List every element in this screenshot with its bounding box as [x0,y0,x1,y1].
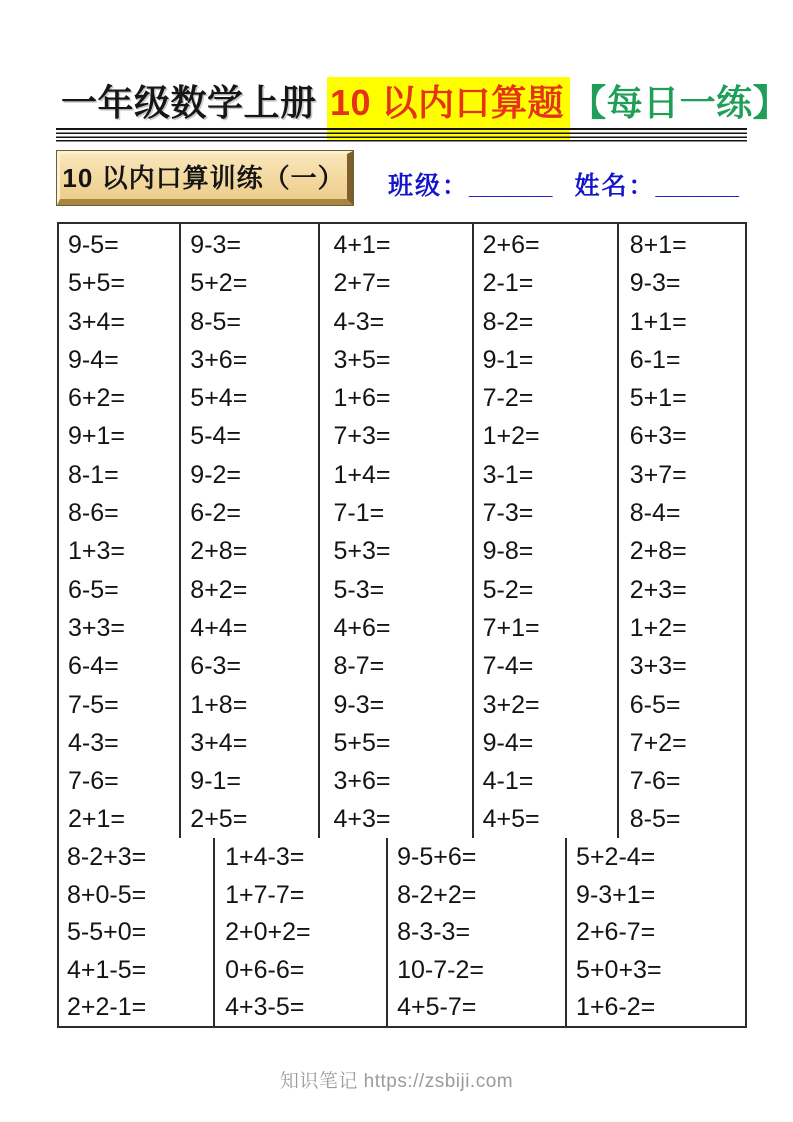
problem-column-1 [59,224,179,838]
problem-item: 9-8= [482,537,534,566]
problem-item: 1+8= [190,690,248,719]
problem-column-9 [565,838,745,1026]
problem-item: 3+5= [333,345,391,374]
problem-column-7 [213,838,386,1026]
problem-item: 6-2= [190,499,242,528]
title-grade-segment: 一年级数学上册 [61,82,328,123]
problem-item: 6-4= [68,652,119,681]
name-blank-field: ______ [655,172,739,200]
problem-item: 6+2= [68,384,126,413]
problem-item: 9-3= [190,231,242,259]
problem-item: 9-1= [482,345,534,374]
problem-item: 8-2= [482,307,534,336]
problem-item: 3+3= [629,652,687,681]
problem-item: 8+1= [629,231,687,259]
problem-item: 7-3= [482,499,534,528]
problem-column-2 [179,224,318,838]
problem-item: 9-2= [190,460,242,489]
problem-item: 8-5= [190,307,242,336]
student-info-line [388,166,739,202]
problem-item: 9-4= [482,728,534,757]
problem-item: 8-7= [333,652,385,681]
problem-item: 0+6-6= [225,955,305,984]
problem-item: 5+1= [629,384,687,413]
problem-item: 7-2= [482,384,534,413]
problem-item: 9-5= [68,231,119,259]
problem-item: 8-6= [68,499,119,528]
problem-item: 5+4= [190,384,248,413]
problem-item: 7-1= [333,499,385,528]
problem-item: 6+3= [629,422,687,451]
problem-item: 8-3-3= [397,918,471,947]
name-label: 姓名： [574,172,656,200]
problem-item: 1+6= [333,384,391,413]
problem-item: 2+6= [482,231,540,259]
problem-item: 1+3= [68,537,126,566]
problem-item: 3+2= [482,690,540,719]
problem-item: 9-3= [629,269,681,298]
problem-column-4 [472,224,617,838]
problem-item: 3+6= [190,345,248,374]
problem-item: 2+0+2= [225,918,311,947]
problem-item: 5+5= [68,269,126,298]
problem-item: 2+7= [333,269,391,298]
problem-item: 5-2= [482,575,534,604]
problem-item: 2+8= [190,537,248,566]
problem-item: 5+3= [333,537,391,566]
problem-item: 5-3= [333,575,385,604]
problem-item: 4+5-7= [397,993,477,1022]
problem-item: 4+3-5= [225,993,305,1022]
problem-item: 7-4= [482,652,534,681]
problem-item: 1+2= [482,422,540,451]
page-title [61,77,789,126]
problem-item: 10-7-2= [397,955,484,984]
problem-item: 9-3+1= [576,880,656,909]
problem-item: 6-3= [190,652,242,681]
problem-item: 7-5= [68,690,119,719]
problems-grid [57,222,747,1028]
problem-item: 7-6= [68,767,119,796]
problem-item: 5+2-4= [576,843,656,871]
problem-item: 5-4= [190,422,242,451]
problem-item: 8-5= [629,805,681,834]
problem-item: 9-4= [68,345,119,374]
problem-item: 3+7= [629,460,687,489]
problem-item: 5-5+0= [67,918,147,947]
problem-item: 2+5= [190,805,248,834]
class-label: 班级： [388,172,470,200]
problem-item: 2-1= [482,269,534,298]
title-bracket-segment: 【每日一练】 [570,82,790,123]
problem-item: 1+7-7= [225,880,305,909]
problem-item: 1+4= [333,460,391,489]
problem-item: 4-1= [482,767,534,796]
problem-item: 4+4= [190,613,248,642]
title-highlight-segment: 10 以内口算题 [327,77,570,140]
problem-item: 8+2= [190,575,248,604]
problem-item: 4+3= [333,805,391,834]
problem-item: 6-5= [629,690,681,719]
problem-item: 2+1= [68,805,126,834]
section-title: 10 以内口算训练（一） [62,163,345,193]
title-divider-rule [56,128,747,142]
problem-item: 5+5= [333,728,391,757]
problem-column-8 [386,838,565,1026]
problem-item: 7-6= [629,767,681,796]
problem-column-5 [617,224,745,838]
problem-item: 7+1= [482,613,540,642]
three-term-problems-section [59,838,745,1026]
problem-item: 4+5= [482,805,540,834]
problem-item: 1+2= [629,613,687,642]
site-watermark: 知识笔记 https://zsbiji.com [279,1071,514,1092]
problem-item: 3+4= [68,307,126,336]
problem-column-3 [318,224,471,838]
problem-item: 8-4= [629,499,681,528]
problem-item: 8+0-5= [67,880,147,909]
problem-item: 7+3= [333,422,391,451]
problem-column-6 [59,838,213,1026]
problem-item: 3+4= [190,728,248,757]
problem-item: 9-3= [333,690,385,719]
problem-item: 2+3= [629,575,687,604]
problem-item: 6-1= [629,345,681,374]
problem-item: 2+2-1= [67,993,147,1022]
problem-item: 4+6= [333,613,391,642]
problem-item: 4-3= [68,728,119,757]
class-blank-field: ______ [469,172,553,200]
problem-item: 3+3= [68,613,126,642]
problem-item: 5+0+3= [576,955,662,984]
problem-item: 8-2+3= [67,843,147,871]
section-title-box [57,151,353,205]
problem-item: 1+4-3= [225,843,305,871]
problem-item: 3+6= [333,767,391,796]
two-term-problems-section [59,224,745,838]
problem-item: 6-5= [68,575,119,604]
problem-item: 2+8= [629,537,687,566]
problem-item: 2+6-7= [576,918,656,947]
problem-item: 3-1= [482,460,534,489]
problem-item: 4+1-5= [67,955,147,984]
problem-item: 4-3= [333,307,385,336]
problem-item: 9+1= [68,422,126,451]
problem-item: 9-5+6= [397,843,477,871]
problem-item: 8-2+2= [397,880,477,909]
problem-item: 5+2= [190,269,248,298]
problem-item: 4+1= [333,231,391,259]
problem-item: 8-1= [68,460,119,489]
problem-item: 1+1= [629,307,687,336]
problem-item: 9-1= [190,767,242,796]
problem-item: 7+2= [629,728,687,757]
problem-item: 1+6-2= [576,993,656,1022]
